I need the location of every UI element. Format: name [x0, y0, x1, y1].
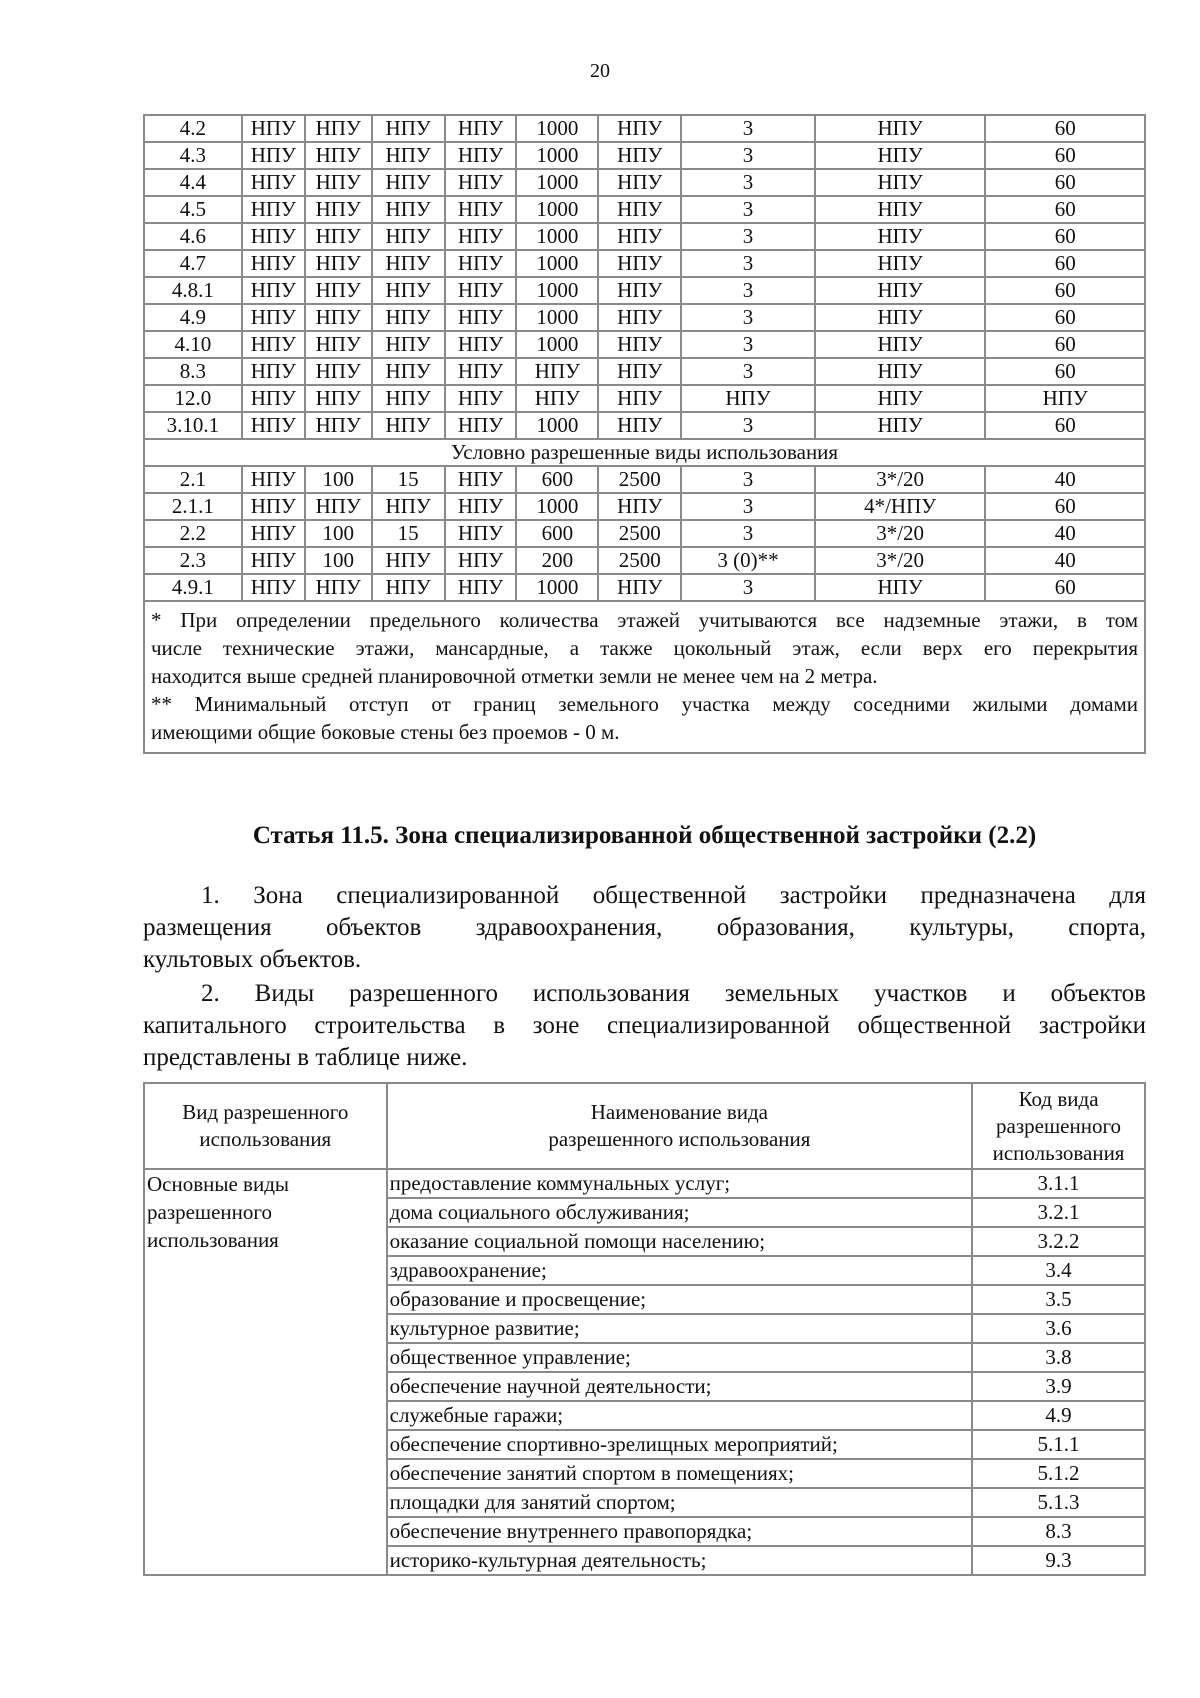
table-header-row — [144, 1083, 1145, 1169]
header-text: Наименование вида — [590, 1100, 768, 1124]
parameter-cell: НПУ — [598, 358, 681, 385]
table-row — [144, 1169, 1145, 1198]
parameter-cell: НПУ — [242, 358, 305, 385]
header-use-name — [387, 1083, 972, 1169]
use-code-cell: 4.8.1 — [144, 277, 242, 304]
parameter-cell: 3 — [681, 115, 815, 142]
parameter-cell: НПУ — [598, 304, 681, 331]
parameter-cell: НПУ — [242, 574, 305, 601]
parameter-cell: НПУ — [242, 223, 305, 250]
parameter-cell: НПУ — [445, 223, 517, 250]
parameter-cell: НПУ — [815, 223, 986, 250]
parameter-cell: 1000 — [516, 115, 598, 142]
parameter-cell: 60 — [985, 115, 1145, 142]
parameter-cell: НПУ — [815, 412, 986, 439]
parameter-cell: НПУ — [242, 385, 305, 412]
footnote-line: * При определении предельного количества этажей учитываются все надземные этажи, в том — [151, 608, 1138, 632]
header-text: Вид разрешенного — [182, 1100, 349, 1124]
category-cell — [144, 1169, 387, 1575]
footnote-line: числе технические этажи, мансардные, а также цокольный этаж, если верх его перекрытия — [151, 636, 1138, 660]
parameter-cell: НПУ — [445, 493, 517, 520]
parameter-cell: 3 (0)** — [681, 547, 815, 574]
parameter-cell: НПУ — [598, 412, 681, 439]
table-row — [144, 196, 1145, 223]
use-code-cell: 3.10.1 — [144, 412, 242, 439]
parameter-cell: 3*/20 — [815, 520, 986, 547]
parameter-cell: НПУ — [242, 115, 305, 142]
parameter-cell: НПУ — [445, 331, 517, 358]
section-row — [144, 439, 1145, 466]
header-text: разрешенного — [996, 1113, 1122, 1138]
zone-parameters-table — [143, 114, 1146, 754]
parameter-cell: НПУ — [305, 277, 372, 304]
parameter-cell: НПУ — [305, 304, 372, 331]
paragraph-line: капитального строительства в зоне специализированной общественной застройки — [143, 1012, 1146, 1039]
parameter-cell: 1000 — [516, 304, 598, 331]
parameter-cell: НПУ — [445, 142, 517, 169]
parameter-cell: НПУ — [598, 493, 681, 520]
parameter-cell: НПУ — [445, 520, 517, 547]
footnote-line: ** Минимальный отступ от границ земельного участка между соседними жилыми домами — [151, 692, 1138, 716]
use-code-cell: 5.1.3 — [972, 1488, 1145, 1517]
use-code-cell: 3.6 — [972, 1314, 1145, 1343]
table-row — [144, 547, 1145, 574]
table-row — [144, 412, 1145, 439]
parameter-cell: 3*/20 — [815, 466, 986, 493]
parameter-cell: 40 — [985, 520, 1145, 547]
parameter-cell: НПУ — [372, 142, 445, 169]
parameter-cell: НПУ — [815, 358, 986, 385]
parameter-cell: НПУ — [305, 331, 372, 358]
header-text: использования — [199, 1127, 332, 1151]
use-code-cell: 3.5 — [972, 1285, 1145, 1314]
parameter-cell: НПУ — [445, 196, 517, 223]
paragraph-line: культовых объектов. — [143, 946, 362, 973]
use-code-cell: 4.3 — [144, 142, 242, 169]
parameter-cell: 60 — [985, 169, 1145, 196]
parameter-cell: 200 — [516, 547, 598, 574]
parameter-cell: 1000 — [516, 223, 598, 250]
use-name-cell: общественное управление; — [387, 1343, 972, 1372]
table-row — [144, 358, 1145, 385]
use-code-cell: 4.2 — [144, 115, 242, 142]
parameter-cell: НПУ — [598, 169, 681, 196]
parameter-cell: НПУ — [305, 142, 372, 169]
table-row — [144, 277, 1145, 304]
parameter-cell: НПУ — [305, 250, 372, 277]
parameter-cell: НПУ — [372, 304, 445, 331]
parameter-cell: НПУ — [242, 304, 305, 331]
parameter-cell: 3 — [681, 250, 815, 277]
use-code-cell: 4.9 — [972, 1401, 1145, 1430]
parameter-cell: НПУ — [372, 331, 445, 358]
parameter-cell: НПУ — [305, 574, 372, 601]
parameter-cell: НПУ — [372, 574, 445, 601]
parameter-cell: 3 — [681, 520, 815, 547]
parameter-cell: НПУ — [372, 223, 445, 250]
parameter-cell: НПУ — [516, 358, 598, 385]
use-code-cell: 4.6 — [144, 223, 242, 250]
use-code-cell: 9.3 — [972, 1546, 1145, 1575]
use-code-cell: 5.1.2 — [972, 1459, 1145, 1488]
parameter-cell: НПУ — [598, 142, 681, 169]
parameter-cell: НПУ — [815, 169, 986, 196]
article-heading: Статья 11.5. Зона специализированной общественной застройки (2.2) — [252, 822, 1037, 849]
parameter-cell: 3 — [681, 358, 815, 385]
parameter-cell: 1000 — [516, 250, 598, 277]
parameter-cell: 3 — [681, 142, 815, 169]
parameter-cell: НПУ — [598, 223, 681, 250]
use-code-cell: 4.4 — [144, 169, 242, 196]
paragraph-line: размещения объектов здравоохранения, образования, культуры, спорта, — [143, 914, 1146, 941]
parameter-cell: НПУ — [815, 574, 986, 601]
parameter-cell: 2500 — [598, 547, 681, 574]
parameter-cell: НПУ — [815, 115, 986, 142]
parameter-cell: НПУ — [305, 412, 372, 439]
use-code-cell: 2.3 — [144, 547, 242, 574]
parameter-cell: 3 — [681, 304, 815, 331]
parameter-cell: НПУ — [242, 277, 305, 304]
use-name-cell: предоставление коммунальных услуг; — [387, 1169, 972, 1198]
parameter-cell: НПУ — [445, 277, 517, 304]
parameter-cell: НПУ — [305, 169, 372, 196]
table-row — [144, 142, 1145, 169]
permitted-uses-table — [143, 1082, 1146, 1576]
parameter-cell: НПУ — [445, 466, 517, 493]
table-footnotes — [144, 601, 1145, 753]
parameter-cell: 60 — [985, 493, 1145, 520]
parameter-cell: 3 — [681, 196, 815, 223]
table-row — [144, 466, 1145, 493]
parameter-cell: 2500 — [598, 466, 681, 493]
parameter-cell: НПУ — [305, 385, 372, 412]
header-text: Код вида — [1018, 1086, 1099, 1111]
use-code-cell: 4.10 — [144, 331, 242, 358]
parameter-cell: 1000 — [516, 331, 598, 358]
header-use-type — [144, 1083, 387, 1169]
parameter-cell: НПУ — [305, 493, 372, 520]
parameter-cell: НПУ — [372, 169, 445, 196]
parameter-cell: НПУ — [445, 250, 517, 277]
parameter-cell: НПУ — [815, 331, 986, 358]
use-code-cell: 3.2.1 — [972, 1198, 1145, 1227]
header-use-code — [972, 1083, 1145, 1169]
parameter-cell: 1000 — [516, 142, 598, 169]
parameter-cell: НПУ — [445, 574, 517, 601]
paragraph-2 — [143, 978, 1146, 1074]
table-row — [144, 493, 1145, 520]
parameter-cell: НПУ — [372, 358, 445, 385]
use-code-cell: 4.9.1 — [144, 574, 242, 601]
parameter-cell: 3 — [681, 412, 815, 439]
section-conditional-uses: Условно разрешенные виды использования — [144, 439, 1145, 466]
use-name-cell: обеспечение занятий спортом в помещениях; — [387, 1459, 972, 1488]
use-code-cell: 8.3 — [144, 358, 242, 385]
parameter-cell: НПУ — [242, 169, 305, 196]
parameter-cell: 100 — [305, 520, 372, 547]
parameter-cell: 1000 — [516, 574, 598, 601]
use-name-cell: обеспечение спортивно-зрелищных мероприятий; — [387, 1430, 972, 1459]
parameter-cell: 2500 — [598, 520, 681, 547]
table-row — [144, 223, 1145, 250]
parameter-cell: НПУ — [598, 574, 681, 601]
parameter-cell: 1000 — [516, 196, 598, 223]
use-code-cell: 5.1.1 — [972, 1430, 1145, 1459]
parameter-cell: НПУ — [445, 304, 517, 331]
parameter-cell: 3*/20 — [815, 547, 986, 574]
parameter-cell: НПУ — [372, 385, 445, 412]
parameter-cell: 60 — [985, 412, 1145, 439]
parameter-cell: НПУ — [242, 412, 305, 439]
parameter-cell: НПУ — [242, 466, 305, 493]
parameter-cell: 3 — [681, 331, 815, 358]
use-name-cell: обеспечение внутреннего правопорядка; — [387, 1517, 972, 1546]
parameter-cell: 60 — [985, 250, 1145, 277]
parameter-cell: НПУ — [242, 250, 305, 277]
table-row — [144, 331, 1145, 358]
parameter-cell: 1000 — [516, 412, 598, 439]
table-row — [144, 115, 1145, 142]
parameter-cell: 60 — [985, 196, 1145, 223]
header-text: использования — [992, 1140, 1125, 1165]
parameter-cell: НПУ — [445, 358, 517, 385]
use-code-cell: 3.8 — [972, 1343, 1145, 1372]
parameter-cell: НПУ — [598, 115, 681, 142]
parameter-cell: НПУ — [242, 520, 305, 547]
table-row — [144, 250, 1145, 277]
parameter-cell: НПУ — [445, 547, 517, 574]
parameter-cell: НПУ — [305, 223, 372, 250]
parameter-cell: НПУ — [242, 331, 305, 358]
use-name-cell: культурное развитие; — [387, 1314, 972, 1343]
parameter-cell: НПУ — [242, 493, 305, 520]
use-code-cell: 3.2.2 — [972, 1227, 1145, 1256]
parameter-cell: НПУ — [242, 142, 305, 169]
parameter-cell: НПУ — [372, 196, 445, 223]
parameter-cell: НПУ — [372, 277, 445, 304]
category-text: Основные виды — [147, 1172, 290, 1196]
paragraph-line: 2. Виды разрешенного использования земельных участков и объектов — [201, 980, 1146, 1007]
page-number: 20 — [590, 60, 610, 82]
parameter-cell: НПУ — [598, 196, 681, 223]
use-name-cell: здравоохранение; — [387, 1256, 972, 1285]
use-name-cell: дома социального обслуживания; — [387, 1198, 972, 1227]
table-row — [144, 385, 1145, 412]
parameter-cell: 15 — [372, 466, 445, 493]
parameter-cell: НПУ — [305, 358, 372, 385]
parameter-cell: 3 — [681, 277, 815, 304]
category-text: разрешенного — [147, 1200, 272, 1224]
parameter-cell: НПУ — [598, 331, 681, 358]
use-name-cell: служебные гаражи; — [387, 1401, 972, 1430]
parameter-cell: 60 — [985, 304, 1145, 331]
parameter-cell: 40 — [985, 547, 1145, 574]
use-code-cell: 3.9 — [972, 1372, 1145, 1401]
conditional-use-rows — [144, 466, 1145, 601]
parameter-cell: НПУ — [242, 196, 305, 223]
parameter-cell: НПУ — [445, 115, 517, 142]
parameter-cell: НПУ — [815, 142, 986, 169]
parameter-cell: НПУ — [445, 169, 517, 196]
table-row — [144, 574, 1145, 601]
use-code-cell: 3.4 — [972, 1256, 1145, 1285]
parameter-cell: НПУ — [815, 304, 986, 331]
parameter-cell: НПУ — [598, 385, 681, 412]
parameter-cell: НПУ — [372, 412, 445, 439]
use-name-cell: историко-культурная деятельность; — [387, 1546, 972, 1575]
parameter-cell: 3 — [681, 466, 815, 493]
use-name-cell: образование и просвещение; — [387, 1285, 972, 1314]
use-code-cell: 2.2 — [144, 520, 242, 547]
parameter-cell: НПУ — [372, 547, 445, 574]
use-code-cell: 4.7 — [144, 250, 242, 277]
table-row — [144, 304, 1145, 331]
parameter-cell: НПУ — [985, 385, 1145, 412]
parameter-cell: НПУ — [681, 385, 815, 412]
parameter-cell: 60 — [985, 331, 1145, 358]
parameter-cell: НПУ — [372, 250, 445, 277]
paragraph-line: 1. Зона специализированной общественной застройки предназначена для — [201, 882, 1146, 909]
use-name-cell: оказание социальной помощи населению; — [387, 1227, 972, 1256]
parameter-cell: НПУ — [242, 547, 305, 574]
parameter-cell: НПУ — [445, 385, 517, 412]
parameter-cell: НПУ — [598, 277, 681, 304]
footnote-line: находится выше средней планировочной отметки земли не менее чем на 2 метра. — [151, 664, 878, 688]
parameter-cell: НПУ — [305, 196, 372, 223]
parameter-cell: 3 — [681, 574, 815, 601]
parameter-cell: 100 — [305, 547, 372, 574]
header-text: разрешенного использования — [548, 1127, 811, 1151]
parameter-cell: 3 — [681, 493, 815, 520]
use-code-cell: 2.1 — [144, 466, 242, 493]
parameter-cell: 60 — [985, 277, 1145, 304]
parameter-cell: 4*/НПУ — [815, 493, 986, 520]
table-row — [144, 520, 1145, 547]
paragraph-1 — [143, 880, 1146, 976]
use-code-cell: 8.3 — [972, 1517, 1145, 1546]
parameter-cell: НПУ — [305, 115, 372, 142]
parameter-cell: 60 — [985, 574, 1145, 601]
parameter-cell: 600 — [516, 520, 598, 547]
table-row — [144, 169, 1145, 196]
use-code-cell: 4.9 — [144, 304, 242, 331]
parameter-cell: 3 — [681, 169, 815, 196]
parameter-cell: 600 — [516, 466, 598, 493]
use-name-cell: обеспечение научной деятельности; — [387, 1372, 972, 1401]
parameter-cell: 15 — [372, 520, 445, 547]
use-code-cell: 12.0 — [144, 385, 242, 412]
use-code-cell: 4.5 — [144, 196, 242, 223]
parameter-cell: 60 — [985, 223, 1145, 250]
parameter-cell: 1000 — [516, 493, 598, 520]
main-use-rows — [144, 115, 1145, 439]
footnote-line: имеющими общие боковые стены без проемов - 0 м. — [151, 720, 620, 744]
permitted-uses-rows — [144, 1169, 1145, 1575]
category-text: использования — [147, 1228, 279, 1252]
parameter-cell: 60 — [985, 142, 1145, 169]
parameter-cell: НПУ — [372, 115, 445, 142]
parameter-cell: 60 — [985, 358, 1145, 385]
parameter-cell: НПУ — [815, 385, 986, 412]
parameter-cell: 3 — [681, 223, 815, 250]
parameter-cell: 100 — [305, 466, 372, 493]
parameter-cell: НПУ — [598, 250, 681, 277]
parameter-cell: НПУ — [445, 412, 517, 439]
parameter-cell: 1000 — [516, 169, 598, 196]
use-code-cell: 2.1.1 — [144, 493, 242, 520]
use-code-cell: 3.1.1 — [972, 1169, 1145, 1198]
use-name-cell: площадки для занятий спортом; — [387, 1488, 972, 1517]
parameter-cell: НПУ — [815, 196, 986, 223]
parameter-cell: НПУ — [815, 277, 986, 304]
parameter-cell: 1000 — [516, 277, 598, 304]
parameter-cell: НПУ — [815, 250, 986, 277]
parameter-cell: НПУ — [516, 385, 598, 412]
parameter-cell: 40 — [985, 466, 1145, 493]
paragraph-line: представлены в таблице ниже. — [143, 1044, 468, 1071]
parameter-cell: НПУ — [372, 493, 445, 520]
